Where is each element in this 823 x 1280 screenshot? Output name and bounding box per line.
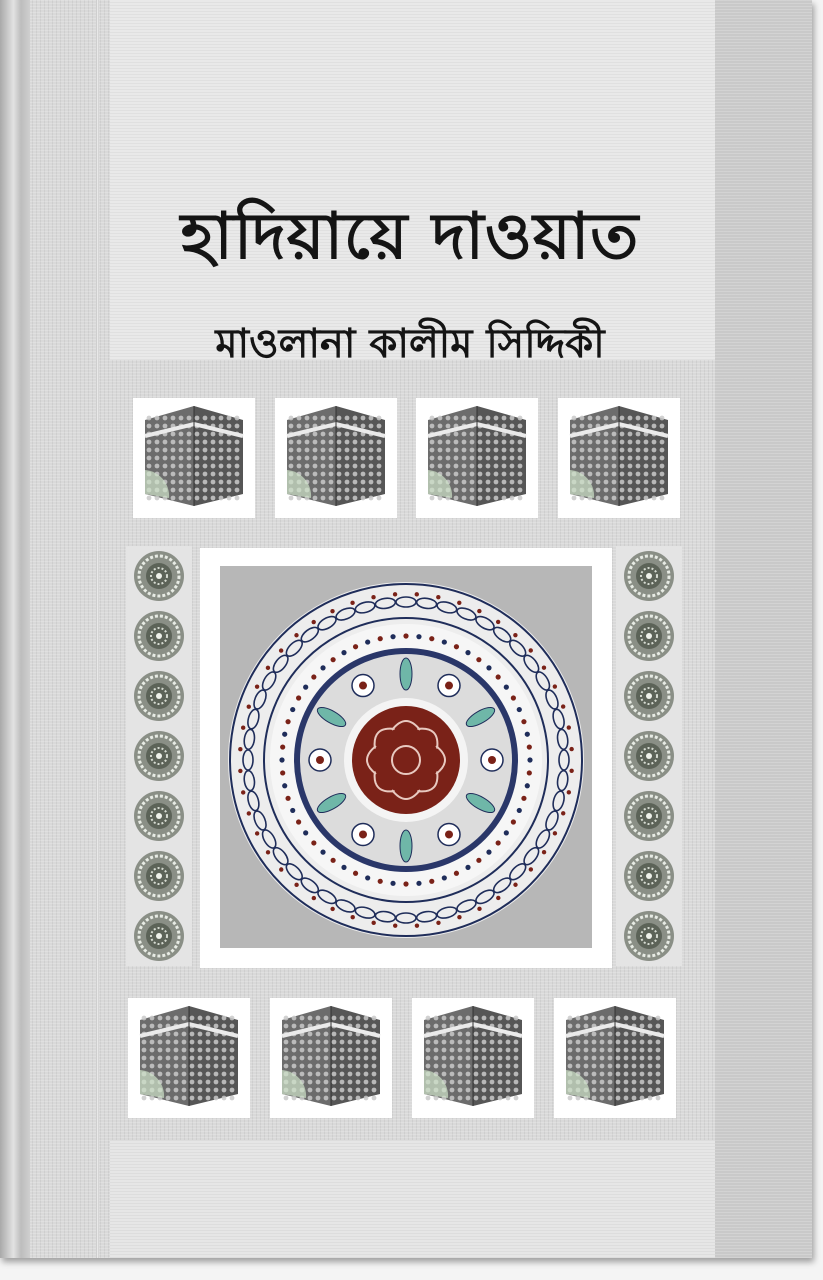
author-name: মাওলানা কালীম সিদ্দিকী bbox=[215, 321, 605, 367]
bottom-band bbox=[110, 1140, 715, 1258]
right-band bbox=[715, 0, 812, 1258]
title-band bbox=[110, 0, 715, 360]
kaaba-tile-icon bbox=[128, 998, 250, 1118]
kaaba-tile-icon bbox=[133, 398, 255, 518]
book-spine bbox=[0, 0, 30, 1258]
medallion-column-right bbox=[616, 546, 682, 966]
center-frame bbox=[200, 548, 612, 968]
kaaba-tile-icon bbox=[558, 398, 680, 518]
medallion-column-left bbox=[126, 546, 192, 966]
kaaba-tile-icon bbox=[554, 998, 676, 1118]
kaaba-tile-icon bbox=[416, 398, 538, 518]
mandala-icon bbox=[220, 566, 592, 948]
spine-hinge bbox=[96, 0, 99, 1258]
kaaba-tile-icon bbox=[275, 398, 397, 518]
kaaba-tile-icon bbox=[412, 998, 534, 1118]
book-title: হাদিয়ায়ে দাওয়াত bbox=[180, 200, 640, 274]
kaaba-tile-icon bbox=[270, 998, 392, 1118]
mandala-panel bbox=[220, 566, 592, 948]
